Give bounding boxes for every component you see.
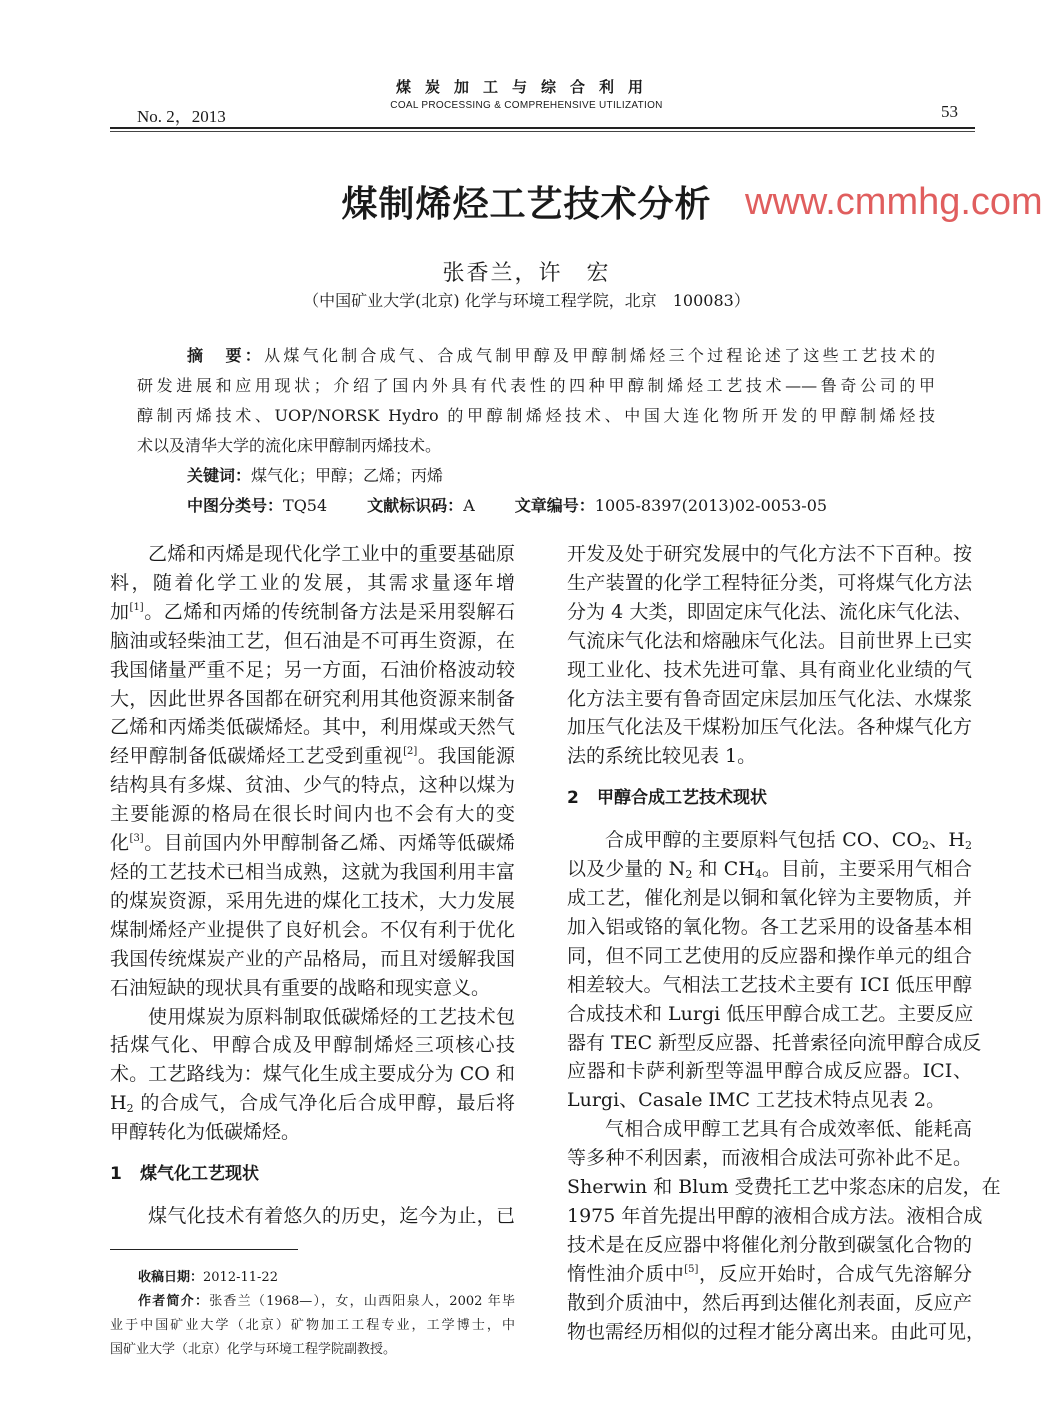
text-line: 物也需经历相似的过程才能分离出来。由此可见， [567, 1320, 986, 1343]
paragraph [110, 1003, 515, 1148]
text-line [110, 742, 515, 771]
text-span: 。目前，主要采用气相合 [761, 858, 972, 881]
watermark: www.cmmhg.com [745, 181, 1043, 223]
text-line: 使用煤炭为原料制取低碳烯烃的工艺技术包 [148, 1005, 515, 1028]
text-line: 主要能源的格局在很长时间内也不会有大的变 [110, 803, 515, 826]
text-line: 烃的工艺技术已相当成熟，这就为我国利用丰富 [110, 860, 515, 883]
subscript: 2 [921, 839, 929, 853]
article-no-label: 文章编号： [514, 496, 595, 515]
header-rule [110, 127, 975, 132]
subscript: 2 [965, 839, 972, 853]
keywords-label: 关键词： [187, 466, 252, 485]
text-span: ，反应开始时，合成气先溶解分 [698, 1262, 972, 1285]
abstract-line: 研发进展和应用现状；介绍了国内外具有代表性的四种甲醇制烯烃工艺技术——鲁奇公司的甲 [137, 376, 935, 395]
citation-ref: [2] [403, 746, 418, 758]
text-span: 加 [110, 600, 130, 623]
keywords: 煤气化；甲醇；乙烯；丙烯 [251, 466, 444, 485]
text-line: 相差较大。气相法工艺技术主要有 ICI 低压甲醇 [567, 973, 972, 996]
subscript: 4 [754, 868, 762, 882]
text-line [110, 1089, 515, 1118]
text-line: 甲醇转化为低碳烯烃。 [110, 1121, 301, 1144]
author-bio-line: 国矿业大学（北京）化学与环境工程学院副教授。 [110, 1342, 397, 1357]
author-bio-line: 业于中国矿业大学（北京）矿物加工工程专业，工学博士，中 [110, 1318, 515, 1333]
paragraph [110, 540, 515, 1003]
text-line: 加压气化法及干煤粉加压气化法。各种煤气化方 [567, 716, 972, 739]
issue-number: No. 2，2013 [137, 107, 226, 126]
abstract-line [137, 341, 935, 371]
footnote-rule [110, 1249, 298, 1250]
journal-title-cn: 煤炭加工与综合利用 [395, 78, 657, 96]
text-line: 乙烯和丙烯类低碳烯烃。其中，利用煤或天然气 [110, 716, 515, 739]
citation-ref: [1] [129, 601, 144, 613]
section-heading [110, 1160, 515, 1189]
subscript: 2 [685, 868, 693, 882]
author-affiliation: （中国矿业大学(北京) 化学与环境工程学院，北京 100083） [303, 291, 750, 310]
section-number: 1 [110, 1164, 122, 1185]
journal-title-en: COAL PROCESSING & COMPREHENSIVE UTILIZATION [390, 100, 663, 111]
author-bio-line [110, 1290, 515, 1314]
text-line: 术。工艺路线为：煤气化生成主要成分为 CO 和 [110, 1063, 515, 1086]
text-line: 煤气化技术有着悠久的历史，迄今为止，已 [148, 1204, 515, 1227]
clc-label: 中图分类号： [187, 496, 284, 515]
text-line [567, 855, 972, 884]
text-span: 惰性油介质中 [567, 1262, 685, 1285]
text-line: 石油短缺的现状具有重要的战略和现实意义。 [110, 976, 491, 999]
body-column-left [110, 540, 515, 1231]
text-span: H [110, 1092, 127, 1115]
text-span: 。我国能源 [417, 745, 515, 768]
clc-code: TQ54 [283, 496, 328, 515]
text-line: 化方法主要有鲁奇固定床层加压气化法、水煤浆 [567, 687, 972, 710]
text-line: 料，随着化学工业的发展，其需求量逐年增 [110, 571, 515, 594]
doc-code-label: 文献标识码： [367, 496, 464, 515]
text-span: 经甲醇制备低碳烯烃工艺受到重视 [110, 745, 404, 768]
text-line: 气流床气化法和熔融床气化法。目前世界上已实 [567, 629, 972, 652]
text-line: 我国储量严重不足；另一方面，石油价格波动较 [110, 658, 515, 681]
paragraph [567, 826, 982, 1115]
footnote [110, 1266, 515, 1362]
paragraph [110, 1202, 515, 1231]
text-line [110, 598, 515, 627]
text-line: 开发及处于研究发展中的气化方法不下百种。按 [567, 543, 972, 565]
text-line [110, 829, 515, 858]
bio-label: 作者简介： [138, 1294, 210, 1309]
text-line: 我国传统煤炭产业的产品格局，而且对缓解我国 [110, 947, 515, 970]
text-line: 法的系统比较见表 1。 [567, 745, 757, 768]
text-line: 生产装置的化学工程特征分类，可将煤气化方法 [567, 571, 972, 594]
body-column-right [567, 540, 1001, 1346]
article-title: 煤制烯烃工艺技术分析 [341, 184, 712, 225]
received-date: 2012-11-22 [203, 1270, 278, 1285]
text-line: 合成技术和 Lurgi 低压甲醇合成工艺。主要反应 [567, 1002, 974, 1025]
paragraph [567, 540, 972, 771]
abstract-label: 摘 要： [187, 346, 265, 365]
citation-ref: [5] [684, 1263, 699, 1275]
text-span: 的合成气，合成气净化后合成甲醇，最后将 [133, 1092, 515, 1115]
text-line: 括煤气化、甲醇合成及甲醇制烯烃三项核心技 [110, 1034, 515, 1057]
abstract-line: 醇制丙烯技术、UOP/NORSK Hydro 的甲醇制烯烃技术、中国大连化物所开发的甲醇制烯烃技 [137, 406, 935, 425]
article-number: 1005-8397(2013)02-0053-05 [594, 496, 828, 515]
text-line: 成工艺，催化剂是以铜和氧化锌为主要物质，并 [567, 886, 972, 909]
paragraph [567, 1115, 1001, 1346]
text-span: 和 CH [692, 858, 755, 881]
received-date-line [110, 1266, 515, 1290]
text-line: 1975 年首先提出甲醇的液相合成方法。液相合成 [567, 1204, 983, 1227]
citation-ref: [3] [129, 833, 144, 845]
text-line: 同，但不同工艺使用的反应器和操作单元的组合 [567, 944, 972, 967]
text-line: 煤制烯烃产业提供了良好机会。不仅有利于优化 [110, 918, 515, 941]
keywords-line [137, 461, 935, 491]
text-line: 散到介质油中，然后再到达催化剂表面，反应产 [567, 1291, 972, 1314]
text-span: 合成甲醇的主要原料气包括 CO、CO [605, 829, 922, 852]
doc-code: A [463, 496, 475, 515]
text-line: 脑油或轻柴油工艺，但石油是不可再生资源，在 [110, 629, 515, 652]
article-authors: 张香兰，许 宏 [442, 261, 611, 286]
bio-text: 张香兰（1968—），女，山西阳泉人，2002 年毕 [209, 1294, 515, 1309]
text-line: 分为 4 大类，即固定床气化法、流化床气化法、 [567, 600, 972, 623]
section-title: 煤气化工艺现状 [140, 1164, 259, 1185]
abstract-text: 从煤气化制合成气、合成气制甲醇及甲醇制烯烃三个过程论述了这些工艺技术的 [264, 346, 935, 365]
section-heading [567, 784, 972, 813]
abstract-line: 术以及清华大学的流化床甲醇制丙烯技术。 [137, 436, 442, 455]
text-line: 结构具有多煤、贫油、少气的特点，这种以煤为 [110, 774, 515, 797]
text-line [567, 1260, 972, 1289]
text-line: 气相合成甲醇工艺具有合成效率低、能耗高 [605, 1118, 972, 1141]
text-span: 、H [928, 829, 965, 852]
text-line: 现工业化、技术先进可靠、具有商业化业绩的气 [567, 658, 972, 681]
text-span: 。目前国内外甲醇制备乙烯、丙烯等低碳烯 [143, 832, 515, 855]
section-title: 甲醇合成工艺技术现状 [597, 788, 767, 809]
text-line: 的煤炭资源，采用先进的煤化工技术，大力发展 [110, 889, 515, 912]
abstract-block [137, 341, 935, 521]
received-label: 收稿日期： [138, 1270, 204, 1285]
text-span: 以及少量的 N [567, 858, 686, 881]
text-line: 器有 TEC 新型反应器、托普索径向流甲醇合成反 [567, 1031, 982, 1054]
text-line: 乙烯和丙烯是现代化学工业中的重要基础原 [148, 543, 515, 565]
text-span: 。乙烯和丙烯的传统制备方法是采用裂解石 [143, 600, 515, 623]
section-number: 2 [567, 788, 579, 809]
text-line: 加入铝或铬的氧化物。各工艺采用的设备基本相 [567, 915, 972, 938]
text-line: Lurgi、Casale IMC 工艺技术特点见表 2。 [567, 1089, 946, 1112]
text-span: 化 [110, 832, 130, 855]
subscript: 2 [126, 1102, 134, 1116]
text-line: 应器和卡萨利新型等温甲醇合成反应器。ICI、 [567, 1060, 972, 1083]
text-line [567, 826, 972, 855]
text-line: 大，因此世界各国都在研究利用其他资源来制备 [110, 687, 515, 710]
page-number: 53 [941, 102, 958, 121]
classification-line [137, 491, 935, 521]
text-line: Sherwin 和 Blum 受费托工艺中浆态床的启发，在 [567, 1176, 1001, 1199]
text-line: 等多种不利因素，而液相合成法可弥补此不足。 [567, 1147, 972, 1170]
text-line: 技术是在反应器中将催化剂分散到碳氢化合物的 [567, 1233, 972, 1256]
